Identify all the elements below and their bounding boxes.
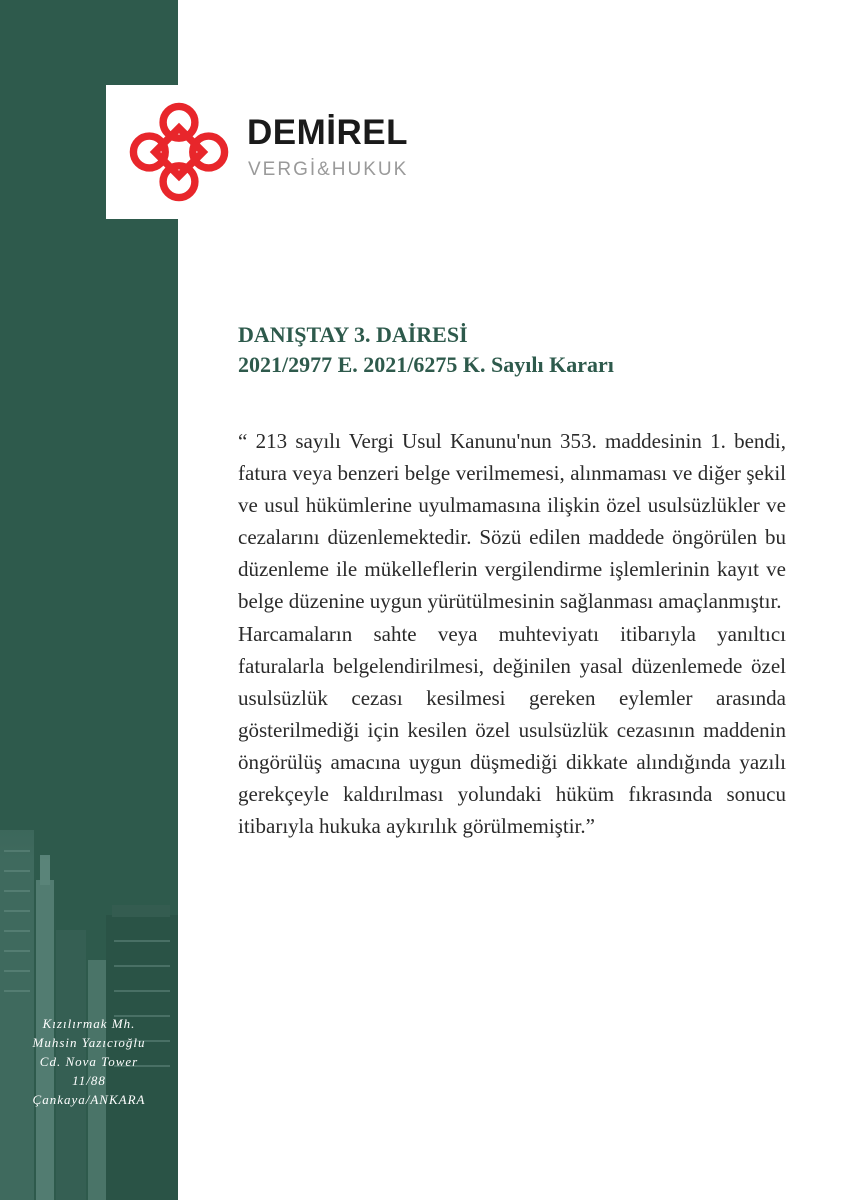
document-heading xyxy=(238,320,798,380)
office-address xyxy=(0,1014,178,1109)
brand-subtitle: VERGİ&HUKUK xyxy=(248,159,409,180)
brand-name: DEMİREL xyxy=(247,113,408,152)
decision-quote xyxy=(238,425,786,842)
address-line-3: Cd. Nova Tower xyxy=(39,1054,139,1069)
logo-card xyxy=(106,85,418,219)
heading-line-1: DANIŞTAY 3. DAİRESİ xyxy=(238,322,468,347)
address-line-4: 11/88 xyxy=(72,1073,106,1088)
address-line-5: Çankaya/ANKARA xyxy=(32,1092,146,1107)
quote-paragraph-1: “ 213 sayılı Vergi Usul Kanunu'nun 353. maddesinin 1. bendi, fatura veya benzeri belge verilmemesi, alınmaması ve diğer şekil ve usul hükümlerine uyulmamasına ilişkin özel usulsüzlükler ve cezalarını düzenlemektedir. Sözü edilen maddede öngörülen bu düzenleme ile mükelleflerin vergilendirme işlemlerinin kayıt ve belge düzenine uygun yürütülmesinin sağlanması amaçlanmıştır. xyxy=(238,429,786,614)
knot-logo-icon xyxy=(126,99,232,205)
address-line-2: Muhsin Yazıcıoğlu xyxy=(32,1035,146,1050)
heading-line-2: 2021/2977 E. 2021/6275 K. Sayılı Kararı xyxy=(238,352,614,377)
quote-paragraph-2: Harcamaların sahte veya muhteviyatı itibarıyla yanıltıcı faturalarla belgelendirilmesi, değinilen yasal düzenlemede özel usulsüzlük cezası kesilmesi gereken eylemler arasında gösterilmediği için kesilen özel usulsüzlük cezasının maddenin öngörülüş amacına uygun düşmediği dikkate alındığında yazılı gerekçeyle kaldırılması yolundaki hüküm fıkrasında sonucu itibarıyla hukuka aykırılık görülmemiştir.” xyxy=(238,621,786,839)
address-line-1: Kızılırmak Mh. xyxy=(42,1016,136,1031)
city-skyline-image xyxy=(0,680,178,1200)
